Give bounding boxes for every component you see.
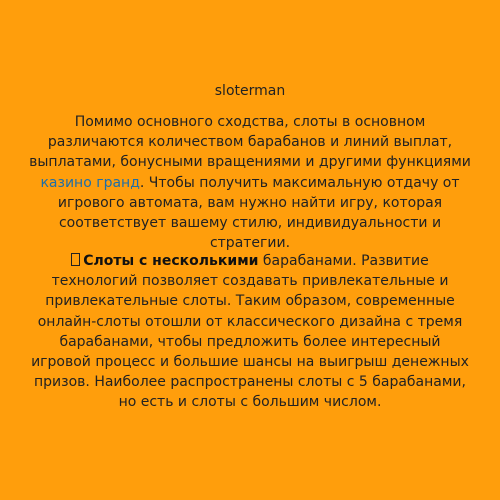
site-name: sloterman: [214, 83, 286, 99]
article-paragraph-2: [28, 251, 472, 413]
article-paragraph-1: [28, 112, 472, 253]
paragraph-1-text-after-link: . Чтобы получить максимальную отдачу от игрового автомата, вам нужно найти игру, которая соответствует вашему стилю, индивидуальности и стратегии.: [57, 174, 460, 252]
paragraph-2-bold-heading: Слоты с несколькими: [83, 253, 259, 269]
paragraph-2-text: барабанами. Развитие технологий позволяет создавать привлекательные и привлекательные слоты. Таким образом, современные онлайн-слоты отошли от классического дизайна с тремя барабанами, чтобы предложить более интересный игровой процесс и большие шансы на выигрыш денежных призов. Наиболее распространены слоты с 5 барабанами, но есть и слоты с большим числом.: [31, 253, 469, 411]
paragraph-1-text-before-link: Помимо основного сходства, слоты в основном различаются количеством барабанов и линий выплат, выплатами, бонусными вращениями и другими функциями: [29, 114, 471, 171]
missing-glyph-icon: [71, 253, 80, 266]
casino-grand-link[interactable]: казино гранд: [40, 174, 140, 191]
